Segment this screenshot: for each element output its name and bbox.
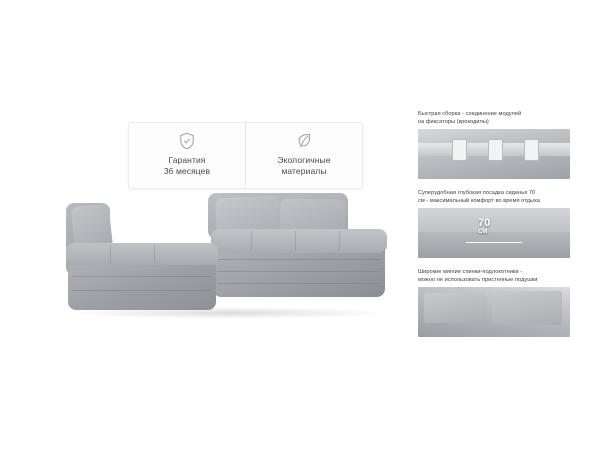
backrest-pillow-right	[492, 291, 562, 325]
sofa-quilting-chaise-top	[66, 243, 218, 265]
leaf-icon	[296, 132, 312, 150]
seat-depth-seat	[418, 232, 570, 258]
wide-backrest-photo	[418, 287, 570, 337]
shield-icon	[179, 132, 195, 150]
seat-depth-arrow	[466, 242, 522, 243]
sofa-seat-main-top	[211, 229, 387, 253]
connector-clip-mid	[488, 139, 503, 161]
feature-item-seat-depth	[418, 189, 570, 258]
badge-guarantee-label: Гарантия 36 месяцев	[163, 155, 211, 176]
seat-depth-backrest	[418, 208, 570, 234]
feature-item-assembly	[418, 110, 570, 179]
sofa-quilting-main-top	[211, 229, 387, 253]
badge-eco-label: Экологичные материалы	[277, 155, 331, 176]
badge-guarantee	[129, 123, 245, 188]
seat-depth-measure: 70 СМ	[478, 217, 491, 235]
feature-seat-depth-caption: Суперудобная глубокая посадка сиденья 70 см - максимальный комфорт во время отдыха	[418, 190, 540, 204]
feature-badges	[128, 122, 363, 189]
badge-eco	[245, 123, 362, 188]
feature-item-backrest	[418, 268, 570, 337]
connector-clip-right	[524, 139, 539, 161]
feature-backrest-caption: Широкие мягкие спинки-подлокотники - можно не использовать пристенные подушки	[418, 269, 538, 283]
feature-list	[418, 110, 570, 347]
sofa-seat-chaise-top	[66, 243, 218, 265]
seat-depth-photo	[418, 208, 570, 258]
module-connector-photo	[418, 129, 570, 179]
feature-assembly-caption: Быстрая сборка - соединение модулей на фиксаторы (крокодилы)	[418, 111, 522, 125]
connector-clip-left	[452, 139, 467, 161]
sofa-illustration	[48, 185, 393, 345]
backrest-pillow-left	[424, 293, 486, 323]
